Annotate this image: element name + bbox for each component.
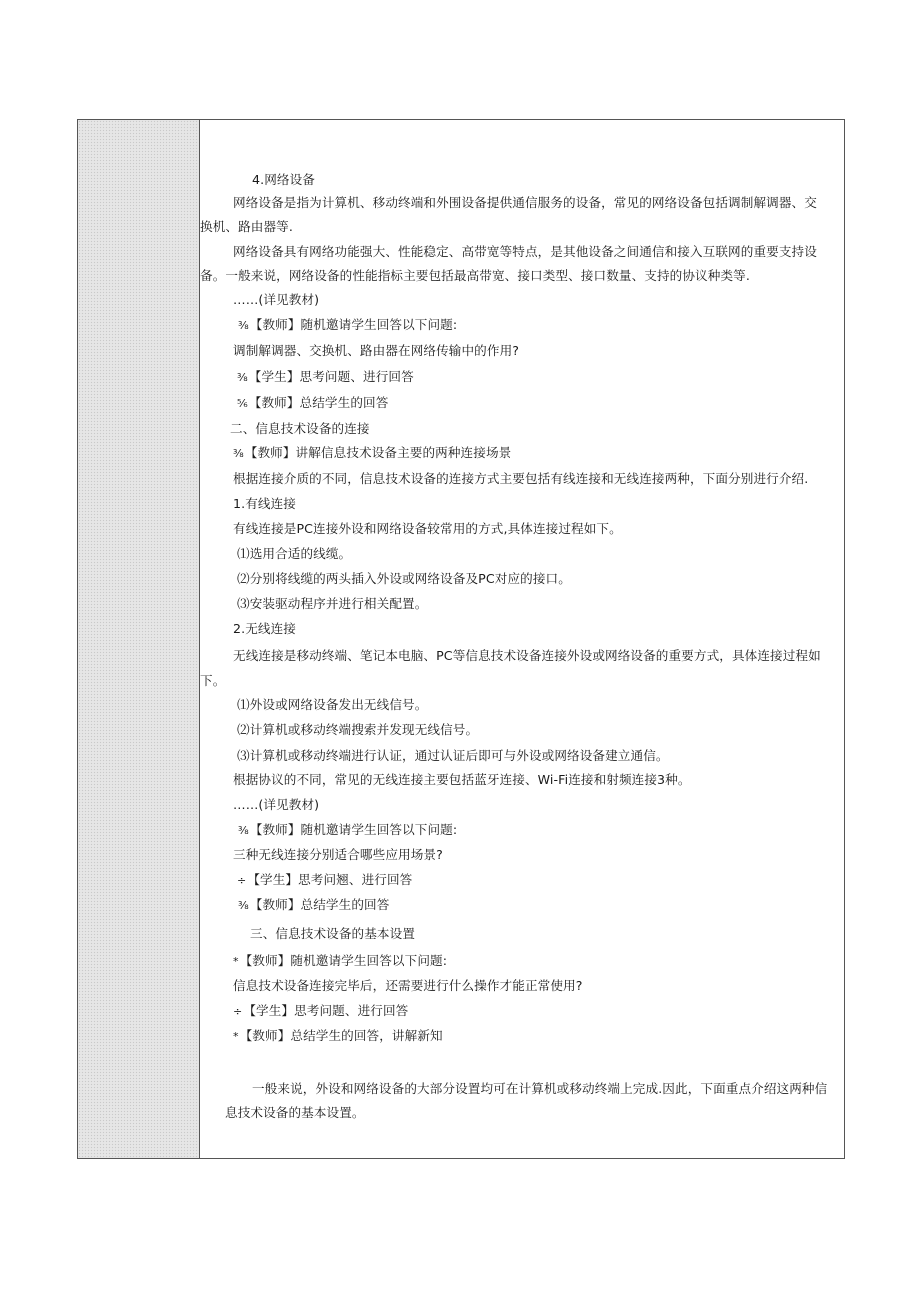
text-line — [237, 596, 427, 612]
text-line — [225, 1105, 365, 1121]
line-text: 下。 — [200, 673, 226, 688]
text-line — [233, 471, 808, 487]
line-text: 根据协议的不同，常见的无线连接主要包括蓝牙连接、Wi-Fi连接和射频连接3种。 — [233, 772, 691, 787]
line-text: 换机、路由器等. — [200, 219, 293, 234]
text-line — [200, 219, 293, 235]
line-text: 无线连接是移动终端、笔记本电脑、PC等信息技术设备连接外设或网络设备的重要方式，具体连接过程如 — [233, 648, 821, 663]
bullet-marker: ⅜ — [233, 447, 244, 460]
line-text: ⑵计算机或移动终端搜索并发现无线信号。 — [237, 722, 479, 737]
bullet-marker: * — [233, 955, 239, 968]
line-text: 二、信息技术设备的连接 — [230, 421, 370, 436]
line-text: 三种无线连接分别适合哪些应用场景? — [233, 847, 443, 862]
line-text: 三、信息技术设备的基本设置 — [250, 926, 416, 941]
text-line — [200, 268, 750, 284]
text-line — [233, 496, 296, 512]
text-line — [237, 395, 388, 412]
text-line — [252, 172, 315, 188]
bullet-marker: ⅜ — [237, 371, 248, 384]
line-text: ⑴外设或网络设备发出无线信号。 — [237, 697, 428, 712]
line-text: 根据连接介质的不同，信息技术设备的连接方式主要包括有线连接和无线连接两种，下面分别进行介绍. — [233, 471, 809, 486]
bullet-marker: ⅚ — [237, 397, 248, 410]
line-text: 网络设备具有网络功能强大、性能稳定、高带宽等特点，是其他设备之间通信和接入互联网的重要支持设 — [233, 244, 817, 259]
text-line — [238, 822, 457, 839]
text-line — [233, 621, 296, 637]
text-line — [237, 722, 478, 738]
text-line — [233, 292, 319, 308]
line-text: 【教师】总结学生的回答 — [249, 897, 390, 912]
text-line — [233, 772, 691, 788]
text-line — [233, 244, 817, 260]
line-text: 调制解调器、交换机、路由器在网络传输中的作用? — [233, 343, 520, 358]
line-text: ⑵分别将线缆的两头插入外设或网络设备及PC对应的接口。 — [237, 571, 571, 586]
line-text: 2.无线连接 — [233, 621, 296, 636]
bullet-marker: * — [233, 1030, 239, 1043]
text-line — [237, 872, 412, 889]
text-line — [233, 648, 821, 664]
line-text: 一般来说，外设和网络设备的大部分设置均可在计算机或移动终端上完成.因此，下面重点介绍这两种信 — [252, 1081, 828, 1096]
line-text: 【教师】随机邀请学生回答以下问题: — [249, 317, 458, 332]
line-text: 【教师】讲解信息技术设备主要的两种连接场景 — [244, 445, 512, 460]
line-text: 网络设备是指为计算机、移动终端和外围设备提供通信服务的设备，常见的网络设备包括调制解调器、交 — [233, 195, 817, 210]
text-line — [230, 421, 370, 437]
text-line — [233, 953, 447, 970]
text-line — [237, 369, 414, 386]
text-line — [233, 445, 511, 462]
text-line — [233, 343, 519, 359]
text-line — [237, 546, 351, 562]
content-column — [200, 120, 844, 1158]
bullet-marker: ⅜ — [238, 899, 249, 912]
line-text: 1.有线连接 — [233, 496, 296, 511]
text-line — [252, 1081, 827, 1097]
text-line — [200, 673, 225, 689]
line-text: ……(详见教材) — [233, 292, 320, 307]
bullet-marker: ÷ — [237, 874, 247, 887]
line-text: 【学生】思考问翘、进行回答 — [247, 872, 413, 887]
line-text: 【教师】总结学生的回答，讲解新知 — [239, 1028, 443, 1043]
text-line — [233, 1028, 443, 1045]
text-line — [233, 195, 817, 211]
line-text: 备。一般来说，网络设备的性能指标主要包括最高带宽、接口类型、接口数量、支持的协议种类等. — [200, 268, 750, 283]
line-text: 【教师】总结学生的回答 — [248, 395, 389, 410]
line-text: 【学生】思考问题、进行回答 — [248, 369, 414, 384]
text-line — [233, 797, 319, 813]
text-line — [238, 317, 457, 334]
line-text: 【教师】随机邀请学生回答以下问题: — [239, 953, 448, 968]
label-column — [78, 120, 200, 1158]
line-text: 4.网络设备 — [252, 172, 315, 187]
text-line — [233, 978, 583, 994]
lesson-table — [77, 119, 845, 1159]
text-line — [238, 897, 389, 914]
line-text: 【教师】随机邀请学生回答以下问题: — [249, 822, 458, 837]
text-line — [233, 521, 622, 537]
line-text: ……(详见教材) — [233, 797, 320, 812]
line-text: ⑶计算机或移动终端进行认证，通过认证后即可与外设或网络设备建立通信。 — [237, 748, 669, 763]
bullet-marker: ⅜ — [238, 319, 249, 332]
line-text: ⑶安装驱动程序并进行相关配置。 — [237, 596, 428, 611]
line-text: 息技术设备的基本设置。 — [225, 1105, 365, 1120]
line-text: 【学生】思考问题、进行回答 — [243, 1003, 409, 1018]
text-line — [233, 847, 443, 863]
line-text: ⑴选用合适的线缆。 — [237, 546, 352, 561]
text-line — [237, 748, 669, 764]
text-line — [250, 926, 415, 942]
bullet-marker: ⅜ — [238, 824, 249, 837]
text-line — [233, 1003, 408, 1020]
text-line — [237, 697, 427, 713]
line-text: 有线连接是PC连接外设和网络设备较常用的方式,具体连接过程如下。 — [233, 521, 622, 536]
bullet-marker: ÷ — [233, 1005, 243, 1018]
text-line — [237, 571, 571, 587]
line-text: 信息技术设备连接完毕后，还需要进行什么操作才能正常使用? — [233, 978, 583, 993]
